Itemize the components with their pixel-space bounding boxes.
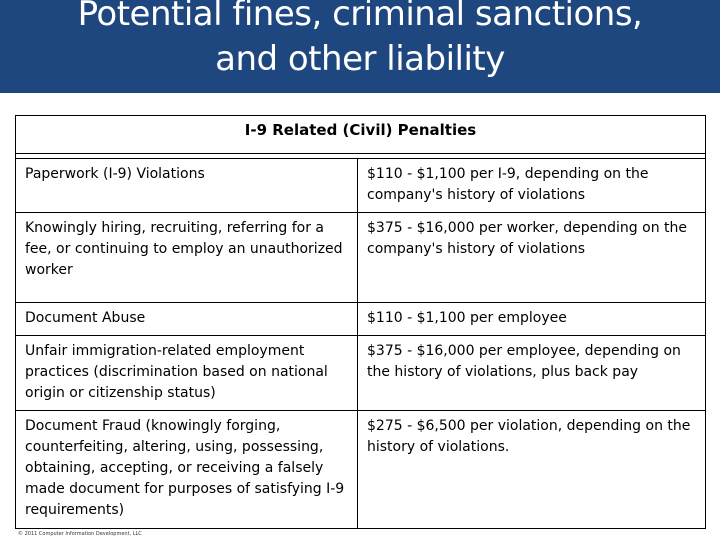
penalties-table [15,115,706,529]
table-row [16,336,706,411]
copyright-footer: © 2011 Computer Information Development, LLC [18,531,142,537]
violation-cell: Paperwork (I-9) Violations [16,159,358,213]
table-row [16,303,706,336]
violation-cell: Knowingly hiring, recruiting, referring for a fee, or continuing to employ an unauthorized worker [16,213,358,303]
penalty-cell: $375 - $16,000 per employee, depending on the history of violations, plus back pay [358,336,706,411]
violation-cell: Unfair immigration-related employment practices (discrimination based on national origin or citizenship status) [16,336,358,411]
slide-title-line-1: Potential fines, criminal sanctions, [77,0,643,34]
violation-cell: Document Fraud (knowingly forging, counterfeiting, altering, using, possessing, obtaining, accepting, or receiving a falsely made document for purposes of satisfying I-9 requirements) [16,411,358,529]
slide-title-bar [0,0,720,93]
penalty-cell: $110 - $1,100 per I-9, depending on the company's history of violations [358,159,706,213]
table-row [16,213,706,303]
table-header: I-9 Related (Civil) Penalties [16,116,706,154]
slide-title-line-2: and other liability [215,39,505,79]
penalty-cell: $375 - $16,000 per worker, depending on the company's history of violations [358,213,706,303]
penalties-table-container [15,115,705,529]
table-row [16,159,706,213]
table-header-row [16,116,706,154]
violation-cell: Document Abuse [16,303,358,336]
table-row [16,411,706,529]
penalty-cell: $110 - $1,100 per employee [358,303,706,336]
penalty-cell: $275 - $6,500 per violation, depending on the history of violations. [358,411,706,529]
